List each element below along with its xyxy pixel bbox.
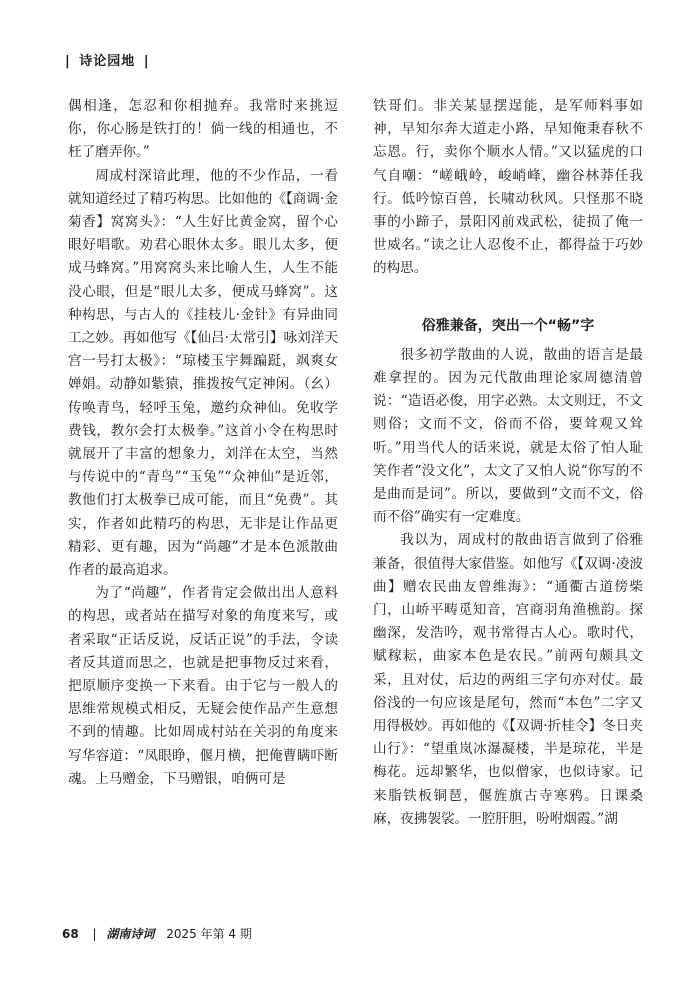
page-number: 68 — [62, 927, 79, 941]
page-footer — [62, 925, 252, 942]
paragraph: 铁哥们。非关某显摆逞能，是军师料事如神，早知尔奔大道走小路，早知俺秉春秋不忘恩。行，卖你个顺水人情。”又以猛虎的口气自嘲：“嵯峨岭，峻峭峰，幽谷林莽任我行。低吟惊百兽，长啸动秋风。只怪那不晓事的小蹄子，景阳冈前戏武松，徒损了俺一世威名。”读之让人忍俊不止，都得益于巧妙的构思。 — [373, 98, 643, 277]
paragraph: 偶相逢，怎忍和你相抛弃。我常时来挑逗你，你心肠是铁打的！倘一线的相通也，不枉了磨弄你。” — [68, 98, 338, 161]
left-column — [68, 95, 338, 791]
section-heading: 俗雅兼备，突出一个“畅”字 — [421, 317, 595, 334]
footer-divider: | — [92, 927, 97, 941]
paragraph: 很多初学散曲的人说，散曲的语言是最难拿捏的。因为元代散曲理论家周德清曾说：“造语必俊，用字必熟。太文则迂，不文则俗；文而不文，俗而不俗，要耸观又耸听。”用当代人的话来说，就是太俗了怕人耻笑作者“没文化”，太文了又怕人说“你写的不是曲而是词”。所以，要做到“文而不文，俗而不俗”确实有一定难度。 — [373, 346, 643, 526]
paragraph: 周成村深谙此理，他的不少作品，一看就知道经过了精巧构思。比如他的《【商调·金菊香】窝窝头》：“人生好比黄金窝，留个心眼好唱歌。劝君心眼休太多。眼儿太多，便成马蜂窝。”用窝窝头来比喻人生，人生不能没心眼，但是“眼儿太多，便成马蜂窝”。这种构思，与古人的《挂枝儿·金针》有异曲同工之妙。再如他写《【仙吕·太常引】咏刘洋天宫一号打太极》：“琼楼玉宇舞蹁跹，飒爽女婵娟。动静如紫猿，推拨按气定神闲。（幺）传唤青鸟，轻呼玉兔，邀约众神仙。免收学费钱，教尔会打太极拳。”这首小令在构思时就展开了丰富的想象力，刘洋在太空，当然与传说中的“青鸟”“玉兔”“众神仙”是近邻，教他们打太极拳已成可能，而且“免费”。其实，作者如此精巧的构思，无非是让作品更精彩、更有趣，因为“尚趣”才是本色派散曲作者的最高追求。 — [68, 167, 338, 579]
paragraph: 为了“尚趣”，作者肯定会做出出人意料的构思，或者站在描写对象的角度来写，或者采取“正话反说，反话正说”的手法，令读者反其道而思之，也就是把事物反过来看，把原顺序变换一下来看。由于它与一般人的思维常规模式相反，无疑会使作品产生意想不到的情趣。比如周成村站在关羽的角度来写华容道：“凤眼睁，偃月横，把俺曹瞒吓断魂。上马赠金，下马赠银，咱俩可是 — [68, 585, 338, 787]
magazine-logo: 湖南诗词 — [106, 927, 155, 941]
header-left-bar: | — [65, 54, 71, 69]
paragraph: 我以为，周成村的散曲语言做到了俗雅兼备，很值得大家借鉴。如他写《【双调·凌波曲】赠农民曲友曾维海》：“通衢古道傍柴门，山峤平畴觅知音，宫商羽角渔樵韵。探幽深，发浩吟，观书常得古人心。歌时代，赋稼耘，曲家本色是农民。”前两句颇具文采，且对仗，后边的两组三字句亦对仗。最俗浅的一句应该是尾句，然而“本色”二字又用得极妙。再如他的《【双调·折桂令】冬日夹山行》：“望重岚冰瀑凝楼，半是琼花，半是梅花。远却繁华，也似僧家，也似诗家。记来脂铁板铜琶，偃旌旗古寺寒鸦。日课桑麻，夜拂袈裟。一腔肝胆，吩咐烟霞。”湖 — [373, 532, 643, 827]
issue-label: 2025 年第 4 期 — [166, 927, 252, 941]
section-header — [62, 50, 153, 69]
section-title: 诗论园地 — [79, 54, 136, 69]
header-right-bar: | — [143, 54, 150, 69]
right-column — [373, 95, 643, 831]
